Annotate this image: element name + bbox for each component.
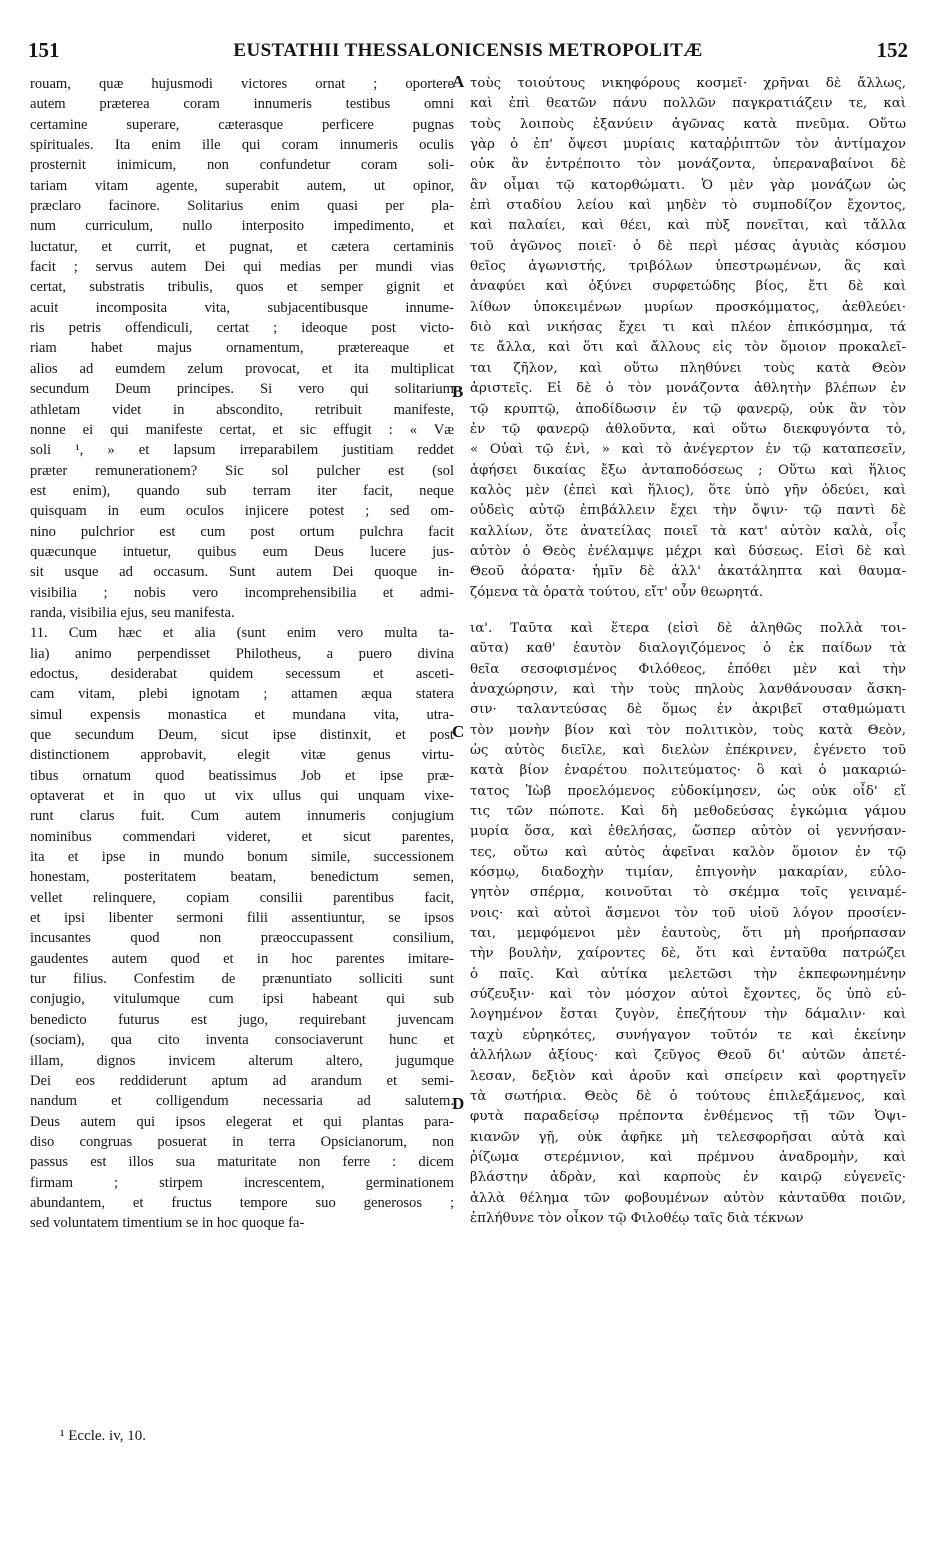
text-line: 11. Cum hæc et alia (sunt enim vero multa ta- (30, 625, 454, 642)
section-marker-c: C (452, 722, 465, 741)
text-line: κόσμῳ, διαδοχὴν τιμίαν, ἐπιγονὴν μακαρίαν, εὐλο- (470, 865, 906, 881)
text-line: Deus autem qui ipsos elegerat et qui plantas para- (30, 1113, 454, 1130)
text-line: σιν· ταλαντεύσας δὲ ὅμως ἐν ἀκριβεῖ σταθμώματι (470, 702, 906, 718)
text-line: καὶ ἐπὶ θεατῶν πάνυ πολλῶν παγκρατιάζειν τε, καὶ (470, 96, 906, 112)
text-line: acuit incomposita vita, subjacentibusque innume- (30, 299, 454, 316)
text-line: nandum et colligendum necessaria ad salutem. (30, 1093, 454, 1110)
text-line: ἐν τῷ φανερῷ ἀθλοῦντα, καὶ οὕτω διεκφυγόντα τὸ, (470, 421, 906, 437)
text-line: nominibus commendari videret, et sicut parentes, (30, 828, 454, 845)
text-line: autem præterea coram innumeris testibus omni (30, 96, 454, 113)
text-line: νοις· καὶ αὐτοὶ ἄσμενοι τὸν τοῦ υἱοῦ λόγον προσίεν- (470, 905, 906, 921)
text-line: αὐτὸν ὁ Θεὸς ἐνέλαμψε μέχρι καὶ δύσεως. Εἰσὶ δὲ καὶ (470, 543, 906, 559)
text-line: num curriculum, nullo interposito impedimento, et (30, 218, 454, 235)
text-line: τὸν μονὴν βίον καὶ τὸν πολιτικὸν, τοὺς κατὰ Θεὸν, (470, 722, 906, 738)
text-line: ζόμενα τὰ ὁρατὰ τούτου, εἴτ' οὖν θεωρητά. (470, 584, 764, 600)
text-line: sed voluntatem timentium se in hoc quoque fa- (30, 1215, 305, 1232)
page-number-left: 151 (28, 38, 60, 62)
text-line: diso congruas posuerat in terra Opsicianorum, non (30, 1133, 454, 1150)
text-line: illam, dignos invicem alterum altero, jugumque (30, 1052, 454, 1069)
text-line: ἀλλήλων ἀξίους· καὶ ζεῦγος Θεοῦ δι' αὐτῶν ἀπετέ- (470, 1048, 906, 1064)
text-line: οὐδεὶς αὐτῷ ἐπιβάλλειν ἔχει τὴν ὄψιν· τῷ παντὶ δὲ (470, 503, 906, 519)
text-line: τες, οὕτω καὶ αὐτὸς ἀφεῖναι καλὸν ὅμοιον ἐν τῷ (470, 844, 906, 860)
text-line: et ipsi libenter sermoni filii assentiuntur, se ipsos (30, 910, 454, 927)
text-line: conjugio, vitulumque cum ipsi habeant qui sub (30, 991, 454, 1008)
text-line: quæcunque intuetur, quibus eum Deus lucere jus- (30, 543, 454, 560)
text-line: γὰρ ὁ ἐπ' ὄψεσι μυρίαις καταῤῥιπτῶν τὸν ἀντίμαχον (470, 137, 906, 153)
text-line: (sociam), qua cito inventa consociaverunt hunc et (30, 1032, 454, 1049)
greek-column (470, 74, 906, 1229)
text-line: ἂν οἶμαι τῷ κατορθώματι. Ὁ μὲν γὰρ μονάζων ὡς (470, 177, 906, 193)
text-line: randa, visibilia ejus, seu manifesta. (30, 604, 235, 621)
text-line: ἀλλὰ θέλημα τῶν φοβουμένων αὐτὸν κἀνταῦθα ποιῶν, (470, 1190, 906, 1206)
text-line: τῷ κρυπτῷ, ἀποδίδωσιν ἐν τῷ φανερῷ, οὐκ ἂν τὸν (470, 401, 906, 417)
text-line: est enim), quando sub terram iter facit, neque (30, 482, 454, 499)
text-line: ται ζῆλον, καὶ οὕτω πληθύνει τοὺς κατὰ Θεὸν (470, 360, 906, 376)
text-line: ἐπλήθυνε τὸν οἶκον τῷ Φιλοθέῳ ταῖς διὰ τέκνων (470, 1210, 804, 1226)
text-line: runt clarus fuit. Cum autem innumeris conjugium (30, 808, 454, 825)
text-line: præclaro facinore. Solitarius enim quasi per pla- (30, 198, 454, 215)
text-line: « Οὐαὶ τῷ ἑνὶ, » καὶ τὸ ἀνέγερτον ἐν τῷ καταπεσεῖν, (470, 442, 906, 458)
text-line: λεσαν, δεξιὸν καὶ ἀροῦν καὶ σπείρειν καὶ φορτηγεῖν (470, 1068, 906, 1084)
text-line: διὸ καὶ νικήσας ἔχει τι καὶ πλέον ἐπικόσμημα, τά (470, 320, 906, 336)
text-line: καὶ παλαίει, καὶ θέει, καὶ πὺξ πονεῖται, καὶ τἄλλα (470, 218, 906, 234)
page-number-right: 152 (876, 38, 908, 62)
text-line: incusantes quod non præoccupassent consilium, (30, 930, 454, 947)
text-line: præter remunerationem? Sic sol pulcher est (sol (30, 462, 454, 479)
text-line: secundum Deum principes. Si vero qui solitarium (30, 381, 454, 398)
text-line: gaudentes autem quod et in hoc parentes imitare- (30, 950, 454, 967)
text-line: κιανῶν γῇ, οὐκ ἀφῆκε μὴ τελεσφορῆσαι αὐτὰ καὶ (470, 1129, 906, 1145)
text-line: σύζευξιν· καὶ τὸν μόσχον αὐτοὶ ἔχοντες, ὅς ὑπὸ εὐ- (470, 987, 906, 1003)
text-line: rouam, quæ hujusmodi victores ornat ; oportere (30, 76, 454, 92)
section-marker-a: A (452, 72, 465, 91)
text-line: quisquam in eum oculos injicere potest ; sed om- (30, 503, 454, 520)
running-header (28, 38, 908, 68)
text-line: visibilia ; nobis vero incomprehensibilia et admi- (30, 584, 454, 601)
text-line: certamine superare, cæterasque perficere pugnas (30, 116, 454, 133)
text-line: τις τῶν πώποτε. Καὶ δὴ μεθοδεύσας ἐγκώμια γάμου (470, 804, 906, 820)
text-line: φυτὰ παραδείσῳ πρέποντα ἐνθέμενος τῇ τῶν Ὀψι- (470, 1109, 906, 1125)
text-line: que secundum Deum, sicut ipse distinxit, et post (30, 727, 454, 743)
text-line: ια'. Ταῦτα καὶ ἕτερα (εἰσὶ δὲ ἀληθῶς πολλὰ τοι- (470, 620, 906, 636)
text-line: tibus ornatum quod beatissimus Job et ipse præ- (30, 767, 454, 784)
text-line: optaverat et in quo ut vix ullus qui unquam vixe- (30, 788, 454, 805)
text-line: λογημένον ἔσται ζυγὸν, ἐπεζήτουν τὴν δάμαλιν· καὶ (470, 1007, 906, 1023)
text-line: τοὺς λοιποὺς ἐξανύειν ἀγῶνας κατὰ πνεῦμα. Οὕτω (470, 116, 906, 132)
text-line: βλάστην ἀδρὰν, καὶ καρποὺς ἐν καιρῷ εὐγενεῖς· (470, 1170, 906, 1186)
text-line: γητὸν σπέρμα, κοινοῦται τὸ σκέμμα τοῖς γειναμέ- (470, 885, 906, 901)
text-line: ῥίζωμα στερέμνιον, καὶ πρέμνου ἀναδρομὴν, καὶ (470, 1149, 906, 1165)
text-line: lia) animo perpendisset Philotheus, a puero divina (30, 645, 454, 662)
text-line: ὡς αὐτὸς διεῖλε, καὶ διελὼν ἐπέκρινεν, ἐγένετο τοῦ (470, 743, 906, 758)
text-line: soli ¹, » et lapsum irreparabilem justitiam reddet (30, 442, 454, 459)
running-title: EUSTATHII THESSALONICENSIS METROPOLITÆ (233, 40, 703, 61)
text-line: μυρία ὅσα, καὶ ἐθελήσας, ὥσπερ αὐτὸν οἱ γεννήσαν- (470, 824, 906, 840)
paragraph-gap (470, 603, 906, 619)
text-line: tariam vitam agente, superabit autem, ut opinor, (30, 177, 454, 194)
text-line: τοῦ ἀγῶνος ποιεῖ· ὁ δὲ περὶ μέσας ἀγυιὰς κόσμου (470, 238, 906, 254)
text-line: facit ; servus autem Dei qui medias per mundi vias (30, 259, 454, 276)
section-marker-b: B (452, 382, 464, 401)
text-line: τοὺς τοιούτους νικηφόρους κοσμεῖ· χρῆναι δὲ ἄλλως, (470, 76, 906, 91)
text-line: sit usque ad occasum. Sunt autem Dei quoque in- (30, 564, 454, 581)
text-line: αῦτα) καθ' ἑαυτὸν διαλογιζόμενος ὁ ἐκ παίδων τὰ (470, 641, 906, 657)
text-line: edoctus, desiderabat quidem secessum et asceti- (30, 665, 454, 682)
text-line: λίθων ὑποκειμένων μυρίων προσκόμματος, ἀεθλεύει· (470, 299, 906, 315)
text-line: alios ad eumdem zelum provocat, et ita multiplicat (30, 360, 454, 377)
text-line: τατος Ἰὼβ προελόμενος εὐδοκίμησεν, ὡς οὐκ οἶδ' εἴ (470, 783, 906, 799)
text-line: vellet relinquere, copiam consilii parentibus facit, (30, 889, 454, 906)
text-line: passus est illos sua maturitate non ferre : dicem (30, 1154, 454, 1171)
text-line: Θεοῦ ἀόρατα· ἡμῖν δὲ ἀλλ' ἀκατάληπτα καὶ θαυμα- (470, 564, 906, 580)
text-line: ἐπὶ σταδίου λείου καὶ μηδὲν τὸ συμποδίζον ἔχοντος, (470, 198, 906, 214)
text-line: ita et ipse in mundo bonum simile, successionem (30, 849, 454, 866)
text-line: simul expensis monastica et mundana vita, utra- (30, 706, 454, 723)
text-line: tur filius. Confestim de prænuntiato solliciti sunt (30, 971, 454, 988)
text-line: riam habet majus ornamentum, prætereaque et (30, 340, 454, 357)
text-line: τε ἄλλα, καὶ ὅτι καὶ ἄλλους εἰς τὸν ὅμοιον προκαλεῖ- (470, 340, 906, 356)
text-line: ἀναχώρησιν, καὶ τὴν τοὺς πηλοὺς λανθάνουσαν ἄσκη- (470, 681, 906, 697)
text-line: τὰ σωτήρια. Θεὸς δὲ ὁ τούτους ἐπιλεξάμενος, καὶ (470, 1088, 906, 1104)
text-line: τὴν βουλὴν, χαίροντες δὲ, ὅτι καὶ ἐνταῦθα πατρώζει (470, 946, 906, 962)
text-line: nino pulchrior est cum post ortum pulchra facit (30, 523, 454, 540)
text-line: ἀναφύει καὶ ὀξύνει συρφετώδης βίος, ἔτι δὲ καὶ (470, 279, 906, 295)
latin-column (30, 74, 454, 1234)
text-line: ἀριστεῖς. Εἰ δὲ ὁ τὸν μονάζοντα ἀθλητὴν βλέπων ἐν (470, 381, 906, 397)
text-line: spirituales. Ita enim ille qui coram innumeris oculis (30, 137, 454, 154)
text-line: honestam, posteritatem beatam, benedictum semen, (30, 869, 454, 886)
text-line: luctatur, et currit, et pugnat, et cætera certaminis (30, 238, 454, 255)
text-line: ris petris offendiculi, certat ; ideoque post victo- (30, 320, 454, 337)
text-line: certat, substratis tribulis, quos et semper gignit et (30, 279, 454, 296)
text-line: καλὸς μὲν (ἐπεὶ καὶ ἥλιος), ὅτε ὑπὸ γῆν ὁδεύει, καὶ (470, 482, 906, 498)
text-line: benedicto futurus est jugo, requirebant juvencam (30, 1011, 454, 1028)
text-line: ταχὺ εὑρηκότες, συνήγαγον τοῦτόν τε καὶ ἐκείνην (470, 1027, 906, 1043)
text-line: athletam videt in abscondito, retribuit manifeste, (30, 401, 454, 418)
text-line: θεῖα σεσοφισμένος Φιλόθεος, ἐπόθει μὲν καὶ τὴν (470, 661, 906, 677)
text-line: nonne ei qui manifeste certat, et sic effugit : « Væ (30, 421, 454, 438)
text-line: θεῖος ἀγωνιστής, τριβόλων ὑπεστρωμένων, ἃς καὶ (470, 259, 906, 275)
text-line: abundantem, et fructus tempore suo generosos ; (30, 1194, 454, 1211)
text-line: ται, μεμφόμενοι μὲν ἑαυτοὺς, ὅτι μὴ προήρπασαν (470, 926, 906, 942)
text-line: firmam ; stirpem increscentem, germinationem (30, 1174, 454, 1191)
footnote: ¹ Eccle. iv, 10. (60, 1428, 146, 1444)
text-line: distinctionem approbavit, elegit vitæ genus virtu- (30, 747, 454, 764)
text-line: κατὰ βίον ἐναρέτου πολιτεύματος· ὃ καὶ ὁ μακαριώ- (470, 763, 906, 779)
text-line: οὐκ ἂν ἐντρέποιτο τὸν μονάζοντα, ὑπεραναβαίνοι δὲ (470, 157, 906, 173)
section-marker-d: D (452, 1094, 465, 1113)
text-line: cam vitam, plebi ignotam ; attamen æqua statera (30, 686, 454, 703)
text-line: prosternit inimicum, non confundetur coram soli- (30, 157, 454, 174)
text-line: Dei eos reddiderunt aptum ad arandum et semi- (30, 1072, 454, 1089)
text-line: ὁ παῖς. Καὶ αὐτίκα μελετῶσι τὴν ἐκπεφωνημένην (470, 966, 906, 982)
text-line: καλλίων, ὅτε ἀνατείλας ποιεῖ τὰ κατ' αὐτὸν καλὰ, οἷς (470, 523, 906, 539)
text-line: ἀφήσει δικαίας ἔξω ἀνταποδόσεως ; Οὕτω καὶ ἥλιος (470, 462, 906, 478)
